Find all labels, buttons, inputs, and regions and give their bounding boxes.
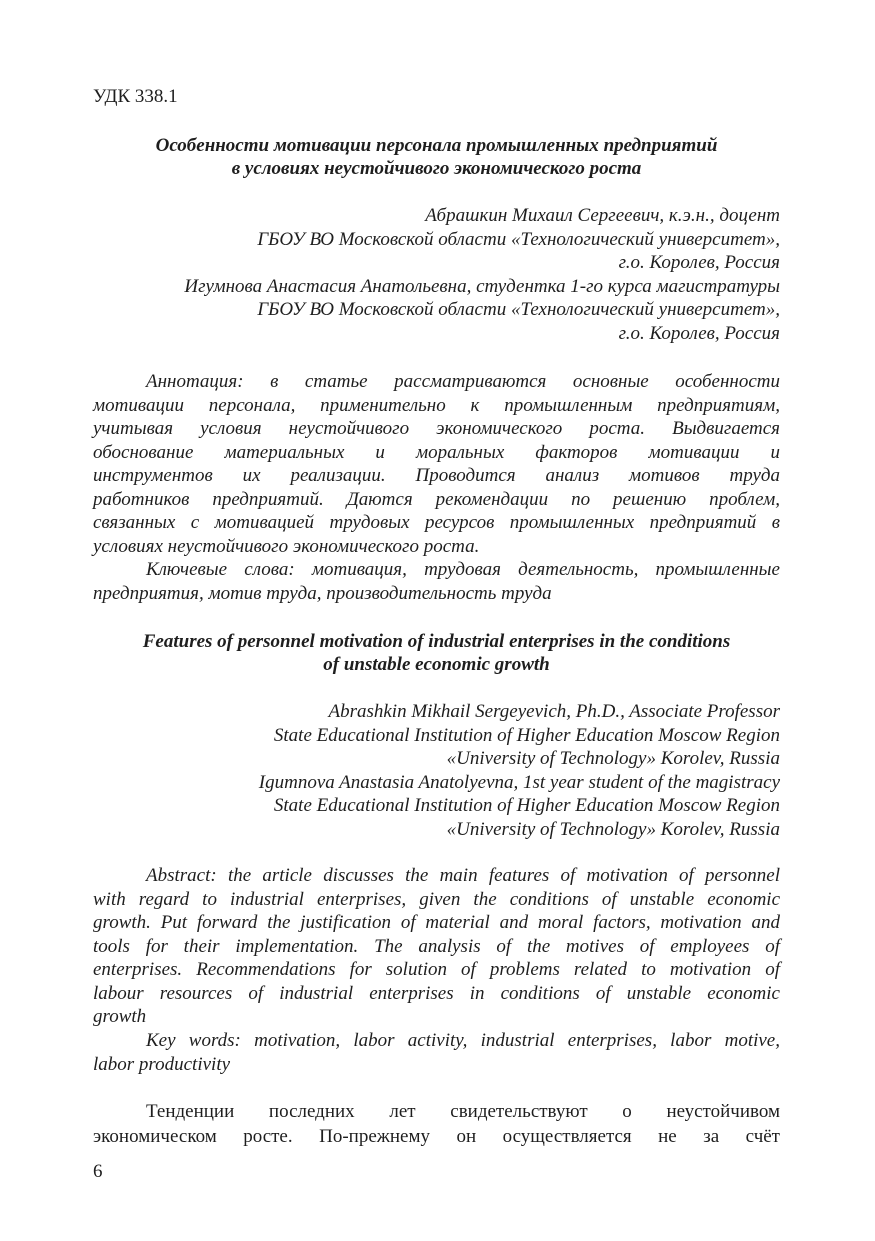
ru-author-line: Абрашкин Михаил Сергеевич, к.э.н., доцент (425, 205, 780, 226)
ru-keywords (93, 558, 780, 605)
ru-annotation-line: условиях неустойчивого экономического роста. (93, 535, 480, 557)
udc-code: УДК 338.1 (93, 86, 178, 107)
en-author-line: Abrashkin Mikhail Sergeyevich, Ph.D., Associate Professor (328, 701, 780, 722)
en-author-line: State Educational Institution of Higher Education Moscow Region (273, 724, 780, 746)
en-abstract-line: Abstract: the article discusses the main features of motivation of personnel (146, 865, 780, 886)
en-author-line: Igumnova Anastasia Anatolyevna, 1st year student of the magistracy (258, 771, 780, 793)
en-title-line: Features of personnel motivation of industrial enterprises in the conditions (142, 631, 731, 652)
ru-keywords-line: Ключевые слова: мотивация, трудовая деятельность, промышленные (146, 559, 780, 580)
ru-authors (93, 204, 780, 345)
en-keywords-line: Key words: motivation, labor activity, industrial enterprises, labor motive, (146, 1030, 780, 1051)
ru-annotation (93, 370, 780, 558)
en-author-line: State Educational Institution of Higher Education Moscow Region (273, 795, 780, 816)
ru-author-line: Игумнова Анастасия Анатольевна, студентка 1-го курса магистратуры (184, 275, 780, 297)
body-line: экономическом росте. По-прежнему он осуществляется не за счёт (93, 1125, 780, 1147)
en-abstract-line: enterprises. Recommendations for solution of problems related to motivation of (93, 959, 780, 980)
page-number: 6 (93, 1161, 103, 1182)
ru-author-line: ГБОУ ВО Московской области «Технологический университет», (257, 228, 780, 250)
ru-annotation-line: Аннотация: в статье рассматриваются основные особенности (146, 371, 780, 392)
en-abstract-line: tools for their implementation. The analysis of the motives of employees of (93, 935, 780, 957)
en-abstract-line: labour resources of industrial enterprises in conditions of unstable economic (93, 982, 780, 1004)
ru-annotation-line: работников предприятий. Даются рекомендации по решению проблем, (93, 488, 780, 510)
en-authors (93, 700, 780, 841)
ru-author-line: г.о. Королев, Россия (618, 252, 780, 273)
en-author-line: «University of Technology» Korolev, Russia (446, 818, 780, 840)
en-title-line: of unstable economic growth (323, 654, 550, 675)
ru-author-line: ГБОУ ВО Московской области «Технологический университет», (257, 299, 780, 320)
body-paragraph (93, 1100, 780, 1149)
en-abstract-line: with regard to industrial enterprises, given the conditions of unstable economic (93, 888, 780, 910)
en-abstract (93, 864, 780, 1029)
ru-annotation-line: связанных с мотивацией трудовых ресурсов промышленных предприятий в (93, 512, 780, 533)
en-keywords (93, 1029, 780, 1076)
en-abstract-line: growth. Put forward the justification of material and moral factors, motivation and (93, 912, 780, 933)
ru-annotation-line: мотивации персонала, применительно к промышленным предприятиям, (93, 394, 780, 416)
en-author-line: «University of Technology» Korolev, Russia (446, 748, 780, 769)
ru-title (93, 134, 780, 180)
en-keywords-line: labor productivity (93, 1053, 231, 1075)
en-title (93, 630, 780, 676)
ru-annotation-line: обоснование материальных и моральных факторов мотивации и (93, 441, 780, 463)
ru-author-line: г.о. Королев, Россия (618, 322, 780, 344)
ru-keywords-line: предприятия, мотив труда, производительность труда (93, 582, 552, 604)
body-line: Тенденции последних лет свидетельствуют о неустойчивом (146, 1101, 780, 1122)
ru-annotation-line: учитывая условия неустойчивого экономического роста. Выдвигается (93, 418, 780, 439)
en-abstract-line: growth (93, 1006, 147, 1027)
ru-title-line: в условиях неустойчивого экономического роста (231, 158, 642, 179)
ru-title-line: Особенности мотивации персонала промышленных предприятий (155, 135, 718, 156)
ru-annotation-line: инструментов их реализации. Проводится анализ мотивов труда (93, 465, 780, 486)
